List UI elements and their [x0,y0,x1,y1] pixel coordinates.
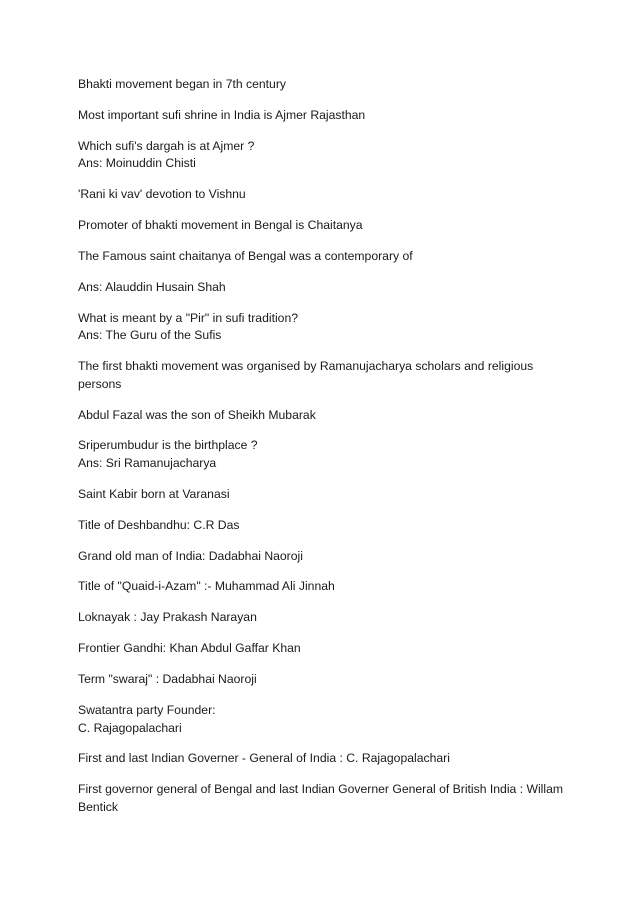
note-line: Grand old man of India: Dadabhai Naoroji [78,548,303,563]
note-paragraph [78,702,558,737]
note-paragraph [78,107,558,125]
answer-line: Ans: Moinuddin Chisti [78,156,196,171]
note-line: Term "swaraj" : Dadabhai Naoroji [78,672,257,687]
note-paragraph [78,578,558,596]
note-paragraph [78,358,558,393]
note-line: Swatantra party Founder: [78,703,216,718]
note-paragraph [78,248,558,266]
question-answer-paragraph [78,138,558,173]
note-paragraph [78,671,558,689]
note-paragraph [78,407,558,425]
note-line: Bhakti movement began in 7th century [78,77,286,91]
note-line: First governor general of Bengal and last Indian Governer General of British India : Willam [78,782,564,797]
note-line-continued: persons [78,376,122,391]
note-line: 'Rani ki vav' devotion to Vishnu [78,187,246,202]
answer-line: Ans: The Guru of the Sufis [78,328,222,343]
question-answer-paragraph [78,437,558,472]
answer-line: Ans: Alauddin Husain Shah [78,279,226,294]
note-line: The first bhakti movement was organised by Ramanujacharya scholars and religious [78,359,534,374]
note-line: First and last Indian Governer - General of India : C. Rajagopalachari [78,751,450,766]
question-line: What is meant by a "Pir" in sufi tradition? [78,310,298,325]
note-line-continued: Bentick [78,799,118,814]
note-line: Abdul Fazal was the son of Sheikh Mubarak [78,407,316,422]
note-paragraph [78,186,558,204]
note-line: Title of Deshbandhu: C.R Das [78,517,240,532]
note-line: Title of "Quaid-i-Azam" :- Muhammad Ali Jinnah [78,579,335,594]
note-paragraph [78,750,558,768]
question-line: Sriperumbudur is the birthplace ? [78,438,258,453]
note-paragraph [78,517,558,535]
note-paragraph [78,548,558,566]
answer-paragraph [78,279,558,297]
note-paragraph [78,781,564,816]
note-paragraph [78,486,558,504]
question-line: Which sufi's dargah is at Ajmer ? [78,138,255,153]
note-line: The Famous saint chaitanya of Bengal was a contemporary of [78,248,413,263]
note-line: Promoter of bhakti movement in Bengal is Chaitanya [78,218,363,233]
note-paragraph [78,609,558,627]
note-line: Loknayak : Jay Prakash Narayan [78,610,257,625]
note-paragraph [78,217,558,235]
note-line-continued: C. Rajagopalachari [78,720,182,735]
note-line: Frontier Gandhi: Khan Abdul Gaffar Khan [78,641,301,656]
note-line: Most important sufi shrine in India is Ajmer Rajasthan [78,107,366,122]
note-paragraph [78,76,558,94]
note-line: Saint Kabir born at Varanasi [78,486,230,501]
question-answer-paragraph [78,310,558,345]
note-paragraph [78,640,558,658]
answer-line: Ans: Sri Ramanujacharya [78,455,217,470]
document-body [78,76,564,830]
